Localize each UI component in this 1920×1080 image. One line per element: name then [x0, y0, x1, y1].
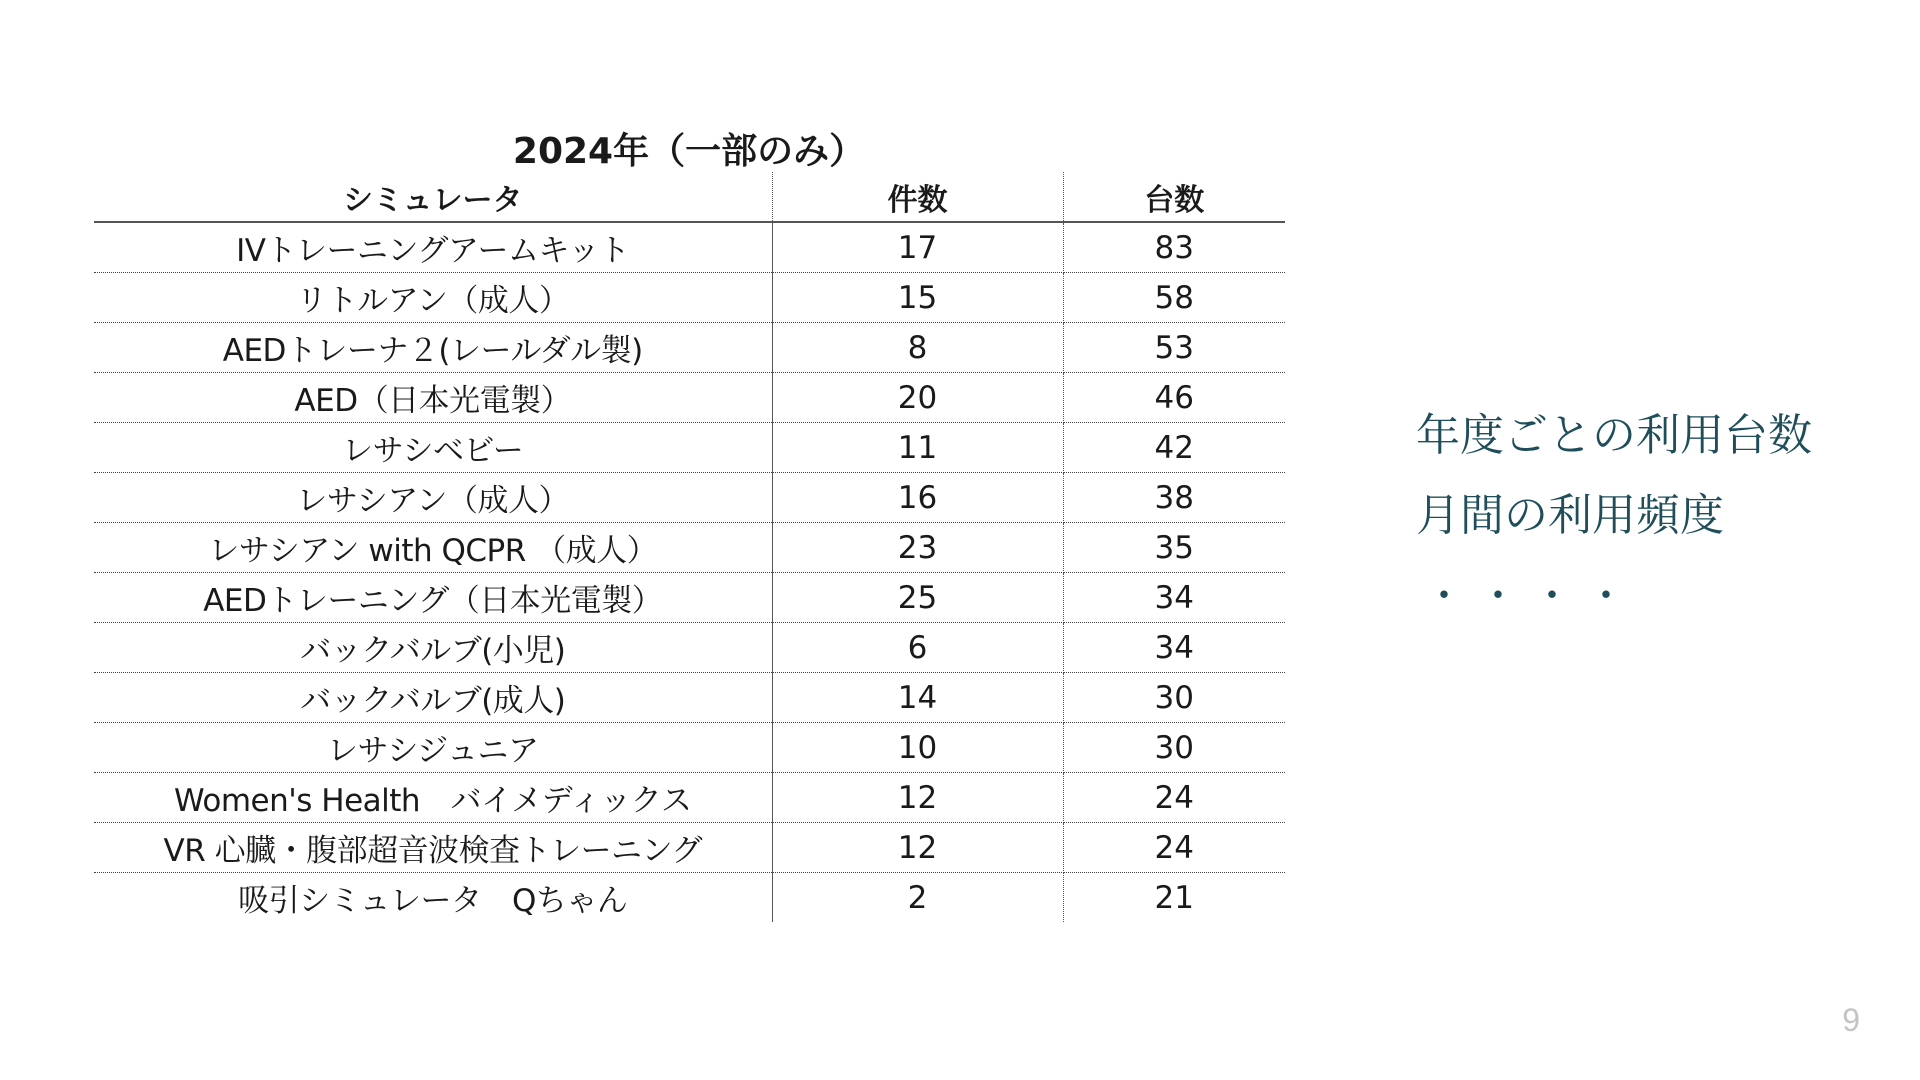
cell-simulator: AEDトレーナ２(レールダル製) [94, 323, 772, 373]
cell-units: 53 [1063, 323, 1285, 373]
simulator-usage-table [94, 172, 1285, 922]
table-row [94, 323, 1285, 373]
cell-count: 23 [772, 523, 1063, 573]
cell-units: 83 [1063, 222, 1285, 273]
page-number: 9 [1842, 1002, 1860, 1038]
cell-units: 38 [1063, 473, 1285, 523]
table-row [94, 222, 1285, 273]
table-header-row [94, 172, 1285, 222]
note-ellipsis: ・・・・ [1424, 573, 1640, 619]
table-row [94, 523, 1285, 573]
cell-simulator: レサシアン（成人） [94, 473, 772, 523]
cell-simulator: Women's Health バイメディックス [94, 773, 772, 823]
cell-simulator: レサシアン with QCPR （成人） [94, 523, 772, 573]
cell-units: 58 [1063, 273, 1285, 323]
table-row [94, 273, 1285, 323]
table-title: 2024年（一部のみ） [512, 131, 866, 172]
table-row [94, 873, 1285, 923]
side-notes [1416, 396, 1812, 636]
cell-simulator: バックバルブ(成人) [94, 673, 772, 723]
cell-simulator: レサシベビー [94, 423, 772, 473]
cell-simulator: バックバルブ(小児) [94, 623, 772, 673]
cell-count: 15 [772, 273, 1063, 323]
cell-simulator: AEDトレーニング（日本光電製） [94, 573, 772, 623]
cell-count: 20 [772, 373, 1063, 423]
cell-count: 2 [772, 873, 1063, 923]
cell-units: 24 [1063, 823, 1285, 873]
cell-count: 12 [772, 823, 1063, 873]
cell-count: 16 [772, 473, 1063, 523]
cell-simulator: VR 心臓・腹部超音波検査トレーニング [94, 823, 772, 873]
header-count: 件数 [772, 172, 1063, 222]
note-annual-usage: 年度ごとの利用台数 [1416, 410, 1812, 461]
table-row [94, 823, 1285, 873]
cell-units: 21 [1154, 879, 1194, 916]
table-row [94, 423, 1285, 473]
header-units: 台数 [1063, 172, 1285, 222]
table-row [94, 573, 1285, 623]
table-row [94, 373, 1285, 423]
cell-count: 12 [772, 773, 1063, 823]
table-row [94, 673, 1285, 723]
table-row [94, 723, 1285, 773]
cell-count: 10 [772, 723, 1063, 773]
cell-simulator: レサシジュニア [94, 723, 772, 773]
table-row [94, 473, 1285, 523]
cell-count: 25 [772, 573, 1063, 623]
table-row [94, 623, 1285, 673]
table-row [94, 773, 1285, 823]
cell-units: 30 [1063, 723, 1285, 773]
cell-simulator: IVトレーニングアームキット [94, 222, 772, 273]
cell-units: 24 [1063, 773, 1285, 823]
cell-simulator: AED（日本光電製） [94, 373, 772, 423]
cell-count: 8 [772, 323, 1063, 373]
cell-count: 11 [772, 423, 1063, 473]
cell-count: 14 [772, 673, 1063, 723]
header-simulator: シミュレータ [94, 172, 772, 222]
cell-simulator: 吸引シミュレータ Qちゃん [94, 873, 772, 923]
cell-simulator: リトルアン（成人） [94, 273, 772, 323]
cell-units: 42 [1063, 423, 1285, 473]
note-monthly-frequency: 月間の利用頻度 [1416, 490, 1724, 541]
cell-count: 17 [772, 222, 1063, 273]
cell-units: 34 [1063, 623, 1285, 673]
cell-units: 34 [1063, 573, 1285, 623]
cell-count: 6 [772, 623, 1063, 673]
cell-units: 30 [1063, 673, 1285, 723]
cell-units: 35 [1063, 523, 1285, 573]
cell-units: 46 [1063, 373, 1285, 423]
